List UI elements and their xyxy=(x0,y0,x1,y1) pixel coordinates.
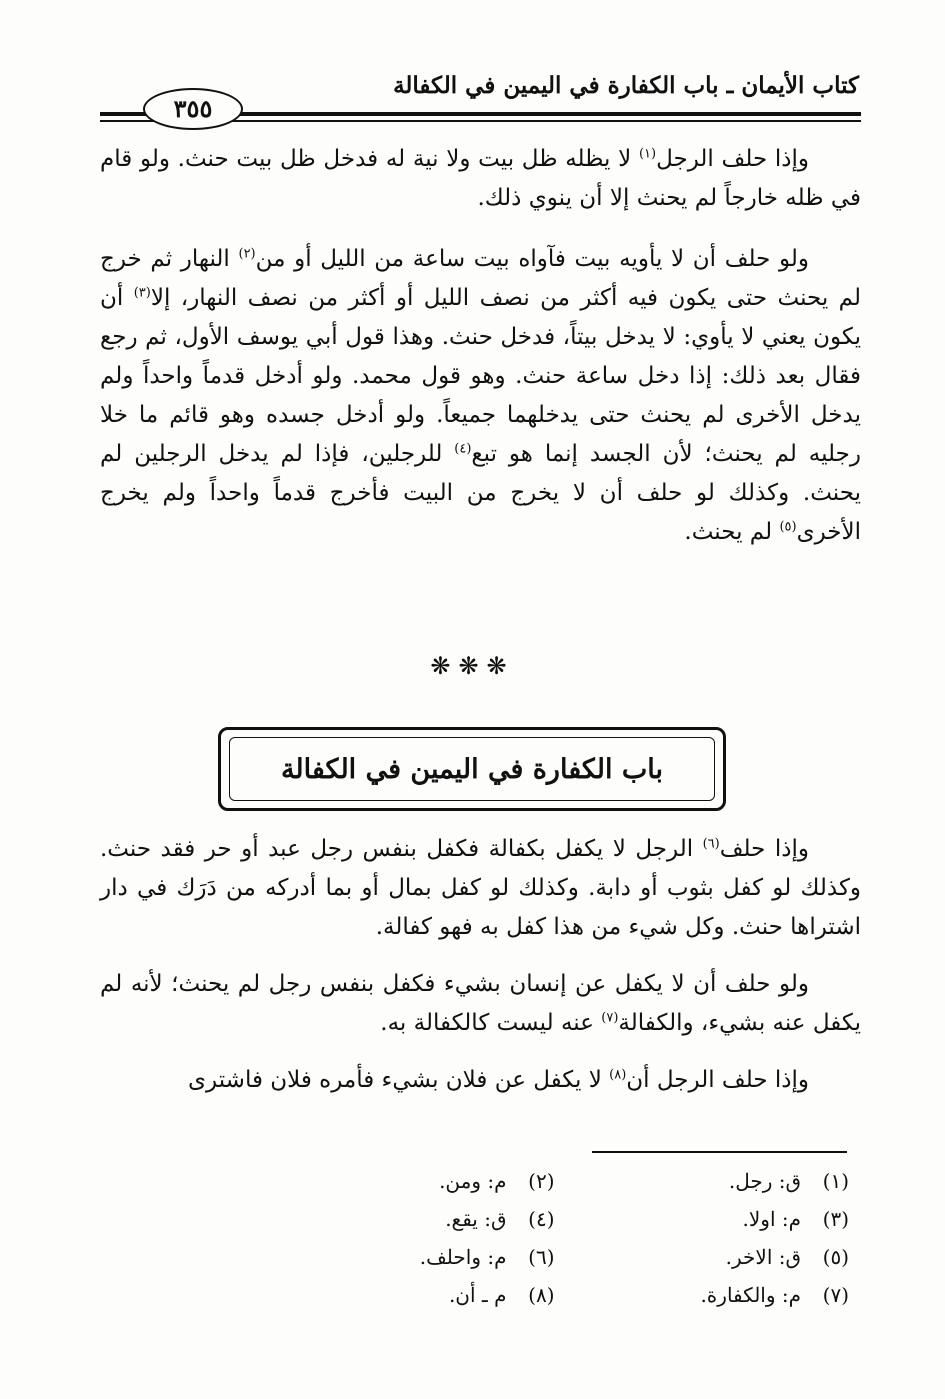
footnote-number: (٨) xyxy=(528,1283,555,1307)
footnote-item xyxy=(595,1240,850,1274)
footnote-text: م: والكفارة. xyxy=(700,1283,801,1307)
footnote-ref-1: (١) xyxy=(638,146,657,162)
footnote-number: (٧) xyxy=(822,1283,849,1307)
running-title: كتاب الأيمان ـ باب الكفارة في اليمين في الكفالة xyxy=(393,72,859,99)
footnotes xyxy=(300,1164,849,1312)
page-number: ٣٥٥ xyxy=(143,88,243,130)
footnote-text: م: واحلف. xyxy=(419,1245,507,1269)
footnote-number: (٤) xyxy=(528,1207,555,1231)
footnote-ref-8: (٨) xyxy=(609,1067,627,1083)
paragraph-5 xyxy=(100,1061,861,1100)
body-section-2 xyxy=(100,830,861,1100)
footnote-item xyxy=(595,1202,850,1236)
chapter-heading-inner-frame xyxy=(229,737,715,801)
paragraph-1 xyxy=(100,140,861,218)
footnote-text: ق: يقع. xyxy=(445,1207,507,1231)
footnote-number: (١) xyxy=(822,1169,849,1193)
footnote-number: (٣) xyxy=(822,1207,849,1231)
footnote-text: م: ومن. xyxy=(439,1169,507,1193)
footnote-number: (٥) xyxy=(822,1245,849,1269)
footnote-ref-6: (٦) xyxy=(702,836,720,852)
footnote-text: م: اولا. xyxy=(742,1207,801,1231)
text-run: أن يكون يعني لا يأوي: لا يدخل بيتاً، فدخل حنث. وهذا قول أبي يوسف الأول، ثم رجع فقال بعد ذلك: إذا دخل ساعة حنث. وهو قول محمد. ولو أدخل قدماً واحداً ولم يدخل الأخرى لم يحنث حتى يدخلهما جميعاً. ولو أدخل جسده وهو قائم ما خلا رجليه لم يحنث؛ لأن الجسد إنما هو تبع xyxy=(100,285,861,467)
text-run: الرجل لا يكفل بكفالة فكفل بنفس رجل عبد أو حر فقد حنث. وكذلك لو كفل بثوب أو دابة. وكذلك لو كفل بمال أو بما أدركه من دَرَك في دار اشتراها حنث. وكل شيء من هذا كفل به فهو كفالة. xyxy=(100,836,861,940)
footnote-ref-7: (٧) xyxy=(601,1010,619,1026)
footnote-ref-4: (٤) xyxy=(454,441,472,457)
footnote-item xyxy=(300,1240,555,1274)
footnote-item xyxy=(300,1202,555,1236)
footnote-separator-rule xyxy=(592,1151,847,1153)
footnote-text: م ـ أن. xyxy=(448,1283,507,1307)
text-run: وإذا حلف الرجل xyxy=(656,146,809,172)
text-run: وإذا حلف الرجل أن xyxy=(626,1067,809,1093)
footnote-text: ق: رجل. xyxy=(728,1169,801,1193)
footnote-ref-5: (٥) xyxy=(779,519,797,535)
footnote-item xyxy=(595,1164,850,1198)
footnote-ref-2: (٢) xyxy=(238,246,256,262)
text-run: لا يظله ظل بيت ولا نية له فدخل ظل بيت حنث. ولو قام في ظله خارجاً لم يحنث إلا أن ينوي ذلك. xyxy=(100,146,861,211)
chapter-heading: باب الكفارة في اليمين في الكفالة xyxy=(280,753,664,785)
paragraph-2 xyxy=(100,240,861,552)
text-run: ولو حلف أن لا يأويه بيت فآواه بيت ساعة من الليل أو من xyxy=(255,246,810,272)
footnote-number: (٢) xyxy=(528,1169,555,1193)
text-run: لا يكفل عن فلان بشيء فأمره فلان فاشترى xyxy=(188,1067,610,1093)
footnote-item xyxy=(595,1278,850,1312)
text-run: النهار ثم خرج لم يحنث حتى يكون فيه أكثر من نصف الليل أو أكثر من نصف النهار، إلا xyxy=(100,246,861,311)
paragraph-3 xyxy=(100,830,861,947)
footnote-ref-3: (٣) xyxy=(133,285,151,301)
text-run: ولو حلف أن لا يكفل عن إنسان بشيء فكفل بنفس رجل لم يحنث؛ لأنه لم يكفل عنه بشيء، والكفالة xyxy=(100,971,861,1036)
text-run: وإذا حلف xyxy=(719,836,809,862)
footnote-number: (٦) xyxy=(528,1245,555,1269)
footnote-text: ق: الاخر. xyxy=(725,1245,801,1269)
text-run: عنه ليست كالكفالة به. xyxy=(380,1010,602,1036)
body-section-1 xyxy=(100,140,861,552)
paragraph-4 xyxy=(100,965,861,1043)
footnote-item xyxy=(300,1278,555,1312)
text-run: لم يحنث. xyxy=(684,519,780,545)
chapter-heading-frame xyxy=(218,727,726,811)
text-run: للرجلين، فإذا لم يدخل الرجلين لم يحنث. وكذلك لو حلف أن لا يخرج من البيت فأخرج قدماً واحداً ولم يخرج الأخرى xyxy=(100,441,861,545)
footnote-item xyxy=(300,1164,555,1198)
section-separator: ❋❋❋ xyxy=(430,652,515,680)
